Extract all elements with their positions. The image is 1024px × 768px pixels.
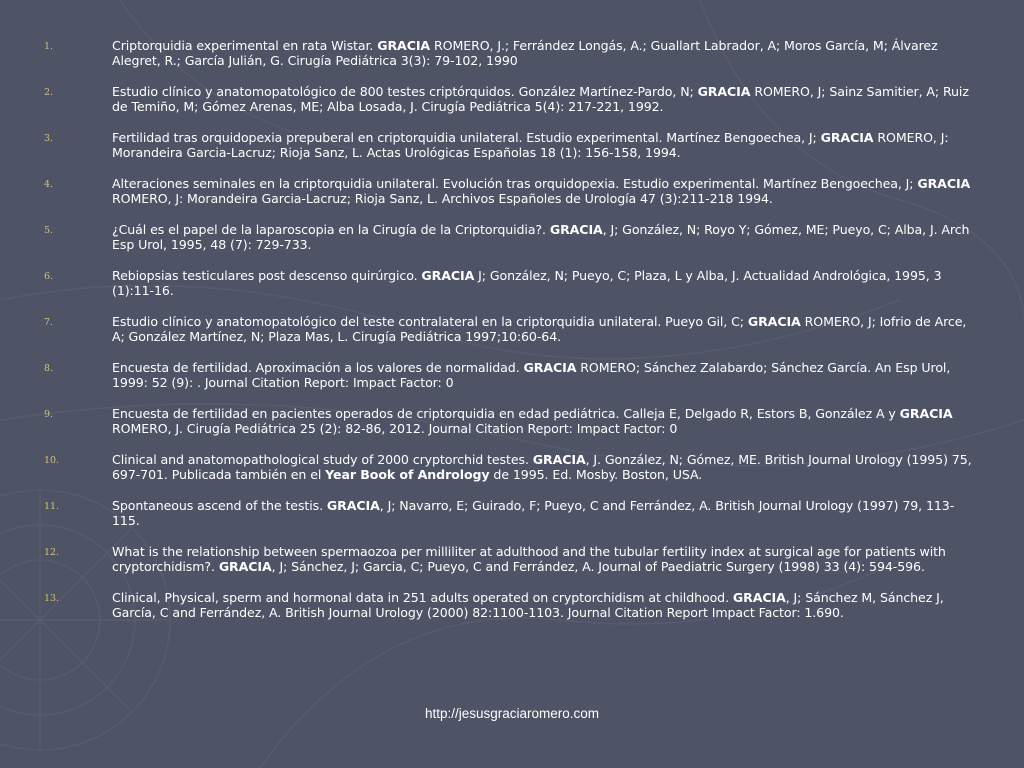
- reference-item: [0, 314, 1024, 344]
- reference-list: [0, 38, 1024, 636]
- reference-text-part: Estudio clínico y anatomopatológico de 800 testes criptórquidos. González Martínez-Pardo, N;: [112, 84, 698, 99]
- reference-text: [112, 360, 950, 390]
- reference-bold-text: GRACIA: [732, 590, 786, 605]
- reference-item: [0, 360, 1024, 390]
- reference-text-part: de 1995. Ed. Mosby. Boston, USA.: [489, 467, 703, 482]
- reference-item: [0, 498, 1024, 528]
- reference-text-part: ROMERO; Sánchez Zalabardo; Sánchez García. An Esp Urol, 1999: 52 (9): . Journal Citation Report: Impact Factor: 0: [112, 360, 951, 390]
- reference-number: 2.: [44, 87, 53, 98]
- reference-text-part: , J; Sánchez, J; Garcia, C; Pueyo, C and Ferrández, A. Journal of Paediatric Surgery (1998) 33 (4): 594-596.: [271, 559, 925, 574]
- reference-bold-text: GRACIA: [917, 176, 971, 191]
- reference-text-part: Alteraciones seminales en la criptorquidia unilateral. Evolución tras orquidopexia. Estudio experimental. Martínez Bengoechea, J;: [112, 176, 918, 191]
- reference-text-part: Spontaneous ascend of the testis.: [112, 498, 327, 513]
- reference-number: 3.: [44, 133, 53, 144]
- reference-bold-text: GRACIA: [377, 38, 431, 53]
- reference-text: [112, 406, 953, 436]
- reference-item: [0, 38, 1024, 68]
- reference-text-part: Encuesta de fertilidad. Aproximación a los valores de normalidad.: [112, 360, 524, 375]
- reference-number: 13.: [44, 593, 59, 604]
- reference-number: 9.: [44, 409, 53, 420]
- reference-number: 8.: [44, 363, 53, 374]
- reference-number: 11.: [44, 501, 59, 512]
- reference-text-part: Clinical and anatomopathological study of 2000 cryptorchid testes.: [112, 452, 533, 467]
- reference-text: [112, 84, 969, 114]
- reference-item: [0, 544, 1024, 574]
- reference-text-part: ROMERO, J. Cirugía Pediátrica 25 (2): 82-86, 2012. Journal Citation Report: Impact Factor: 0: [112, 421, 678, 436]
- reference-text-part: Estudio clínico y anatomopatológico del teste contralateral en la criptorquidia unilateral. Pueyo Gil, C;: [112, 314, 748, 329]
- reference-text: [112, 314, 966, 344]
- reference-item: [0, 130, 1024, 160]
- reference-number: 10.: [44, 455, 59, 466]
- reference-number: 5.: [44, 225, 53, 236]
- reference-item: [0, 406, 1024, 436]
- reference-text-part: , J; Navarro, E; Guirado, F; Pueyo, C and Ferrández, A. British Journal Urology (1997) 79, 113-115.: [112, 498, 955, 528]
- reference-bold-text: GRACIA: [326, 498, 380, 513]
- reference-text: [112, 176, 970, 206]
- reference-text: [112, 222, 969, 252]
- reference-text-part: What is the relationship between spermaozoa per milliliter at adulthood and the tubular fertility index at surgical age for patients with cryptorchidism?.: [112, 544, 946, 574]
- reference-bold-text: GRACIA: [747, 314, 801, 329]
- reference-text: [112, 498, 954, 528]
- reference-text-part: Encuesta de fertilidad en pacientes operados de criptorquidia en edad pediátrica. Calleja E, Delgado R, Estors B, González A y: [112, 406, 900, 421]
- reference-bold-text: Year Book of Andrology: [325, 467, 490, 482]
- reference-number: 4.: [44, 179, 53, 190]
- reference-text-part: J; González, N; Pueyo, C; Plaza, L y Alba, J. Actualidad Andrológica, 1995, 3 (1):11-16.: [112, 268, 942, 298]
- reference-text: [112, 268, 942, 298]
- reference-bold-text: GRACIA: [820, 130, 874, 145]
- reference-bold-text: GRACIA: [549, 222, 603, 237]
- reference-text-part: ROMERO, J.; Ferrández Longás, A.; Guallart Labrador, A; Moros García, M; Álvarez Alegret, R.; García Julián, G. Cirugía Pediátrica 3(3): 79-102, 1990: [112, 38, 938, 68]
- reference-text: [112, 590, 944, 620]
- reference-text-part: ROMERO, J: Morandeira Garcia-Lacruz; Rioja Sanz, L. Actas Urológicas Españolas 18 (1): 156-158, 1994.: [112, 130, 949, 160]
- reference-item: [0, 452, 1024, 482]
- reference-bold-text: GRACIA: [899, 406, 953, 421]
- reference-item: [0, 222, 1024, 252]
- reference-text-part: ROMERO, J; Iofrio de Arce, A; González Martínez, N; Plaza Mas, L. Cirugía Pediátrica 1997;10:60-64.: [112, 314, 967, 344]
- reference-text-part: Clinical, Physical, sperm and hormonal data in 251 adults operated on cryptorchidism at childhood.: [112, 590, 733, 605]
- reference-item: [0, 84, 1024, 114]
- reference-bold-text: GRACIA: [421, 268, 475, 283]
- reference-text-part: ¿Cuál es el papel de la laparoscopia en la Cirugía de la Criptorquidia?.: [112, 222, 550, 237]
- reference-bold-text: GRACIA: [523, 360, 577, 375]
- reference-bold-text: GRACIA: [532, 452, 586, 467]
- reference-number: 1.: [44, 41, 53, 52]
- reference-text: [112, 38, 938, 68]
- reference-text-part: Rebiopsias testiculares post descenso quirúrgico.: [112, 268, 422, 283]
- reference-text-part: ROMERO, J; Sainz Samitier, A; Ruiz de Temiño, M; Gómez Arenas, ME; Alba Losada, J. Cirugía Pediátrica 5(4): 217-221, 1992.: [112, 84, 969, 114]
- reference-bold-text: GRACIA: [218, 559, 272, 574]
- reference-text: [112, 452, 972, 482]
- reference-text: [112, 544, 946, 574]
- reference-number: 12.: [44, 547, 59, 558]
- reference-text-part: ROMERO, J: Morandeira Garcia-Lacruz; Rioja Sanz, L. Archivos Españoles de Urología 47 (3):211-218 1994.: [112, 191, 773, 206]
- reference-text-part: Fertilidad tras orquidopexia prepuberal en criptorquidia unilateral. Estudio experimental. Martínez Bengoechea, J;: [112, 130, 821, 145]
- reference-item: [0, 268, 1024, 298]
- reference-item: [0, 590, 1024, 620]
- reference-text: [112, 130, 948, 160]
- reference-bold-text: GRACIA: [697, 84, 751, 99]
- reference-text-part: , J; Sánchez M, Sánchez J, García, C and Ferrández, A. British Journal Urology (2000) 82:1100-1103. Journal Citation Report Impact Factor: 1.690.: [112, 590, 944, 620]
- footer-url[interactable]: http://jesusgraciaromero.com: [424, 706, 600, 721]
- reference-text-part: Criptorquidia experimental en rata Wistar.: [112, 38, 378, 53]
- reference-text-part: , J. González, N; Gómez, ME. British Journal Urology (1995) 75, 697-701. Publicada también en el: [112, 452, 972, 482]
- reference-item: [0, 176, 1024, 206]
- reference-number: 7.: [44, 317, 53, 328]
- reference-text-part: , J; González, N; Royo Y; Gómez, ME; Pueyo, C; Alba, J. Arch Esp Urol, 1995, 48 (7): 729-733.: [112, 222, 970, 252]
- reference-number: 6.: [44, 271, 53, 282]
